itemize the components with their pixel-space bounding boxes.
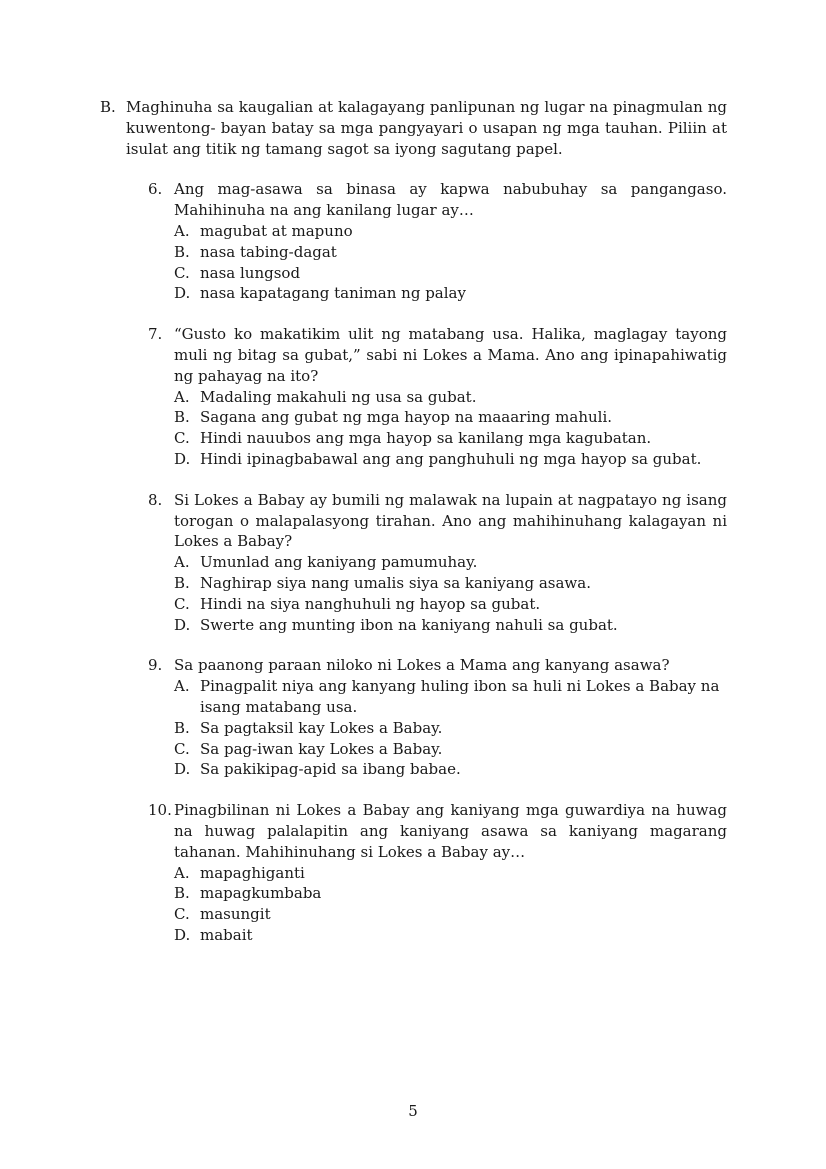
option-b: [174, 573, 727, 594]
question-number: 8.: [148, 490, 163, 509]
option-letter: A.: [174, 677, 190, 696]
question-7: [148, 324, 727, 470]
option-d: [174, 449, 727, 470]
option-letter: B.: [174, 408, 190, 427]
option-letter: C.: [174, 594, 190, 613]
option-a: [174, 863, 727, 884]
option-b: [174, 718, 727, 739]
page-number: 5: [408, 1102, 418, 1120]
option-a: [174, 552, 727, 573]
section-header: [100, 97, 727, 159]
option-letter: D.: [174, 615, 191, 634]
option-letter: C.: [174, 263, 190, 282]
option-c: [174, 739, 727, 760]
question-number: 10.: [148, 801, 172, 820]
option-letter: A.: [174, 387, 190, 406]
option-letter: C.: [174, 739, 190, 758]
option-letter: A.: [174, 863, 190, 882]
option-b: [174, 883, 727, 904]
question-list: [148, 179, 727, 945]
option-letter: B.: [174, 884, 190, 903]
question-header: [148, 179, 727, 221]
section-b: [100, 97, 727, 966]
question-text: Si Lokes a Babay ay bumili ng malawak na lupain at nagpatayo ng isang torogan o malapalasyong tirahan. Ano ang mahihinuhang kalagayan ni Lokes a Babay?: [174, 490, 727, 551]
answer-options: [174, 863, 727, 946]
option-letter: B.: [174, 242, 190, 261]
option-letter: A.: [174, 553, 190, 572]
question-8: [148, 490, 727, 636]
question-header: [148, 490, 727, 552]
option-a: [174, 221, 727, 242]
option-text: Sa pag-iwan kay Lokes a Babay.: [200, 739, 443, 758]
option-text: Hindi nauubos ang mga hayop sa kanilang mga kagubatan.: [200, 429, 652, 448]
option-text: mapaghiganti: [200, 863, 305, 882]
question-text: Sa paanong paraan niloko ni Lokes a Mama ang kanyang asawa?: [174, 656, 670, 675]
option-text: Madaling makahuli ng usa sa gubat.: [200, 387, 477, 406]
option-text: Hindi na siya nanghuhuli ng hayop sa gubat.: [200, 594, 541, 613]
question-6: [148, 179, 727, 304]
question-10: [148, 800, 727, 946]
option-a: [174, 387, 727, 408]
option-text: mabait: [200, 925, 253, 944]
option-text: Umunlad ang kaniyang pamumuhay.: [200, 553, 478, 572]
option-d: [174, 283, 727, 304]
option-letter: D.: [174, 284, 191, 303]
question-number: 9.: [148, 656, 163, 675]
option-letter: C.: [174, 429, 190, 448]
question-9: [148, 655, 727, 780]
question-header: [148, 655, 727, 676]
option-letter: D.: [174, 925, 191, 944]
question-header: [148, 324, 727, 386]
answer-options: [174, 676, 727, 780]
option-letter: C.: [174, 905, 190, 924]
option-text: nasa lungsod: [200, 263, 301, 282]
section-instruction: Maghinuha sa kaugalian at kalagayang panlipunan ng lugar na pinagmulan ng kuwentong- bayan batay sa mga pangyayari o usapan ng mga tauhan. Piliin at isulat ang titik ng tamang sagot sa iyong sagutang papel.: [126, 98, 727, 158]
question-number: 6.: [148, 180, 163, 199]
answer-options: [174, 221, 727, 304]
question-text: Pinagbilinan ni Lokes a Babay ang kaniyang mga guwardiya na huwag na huwag palalapitin ang kaniyang asawa sa kaniyang magarang tahanan. Mahihinuhang si Lokes a Babay ay…: [174, 801, 727, 861]
option-letter: D.: [174, 760, 191, 779]
option-c: [174, 263, 727, 284]
option-text: Naghirap siya nang umalis siya sa kaniyang asawa.: [200, 573, 591, 592]
question-header: [148, 800, 727, 862]
option-text: Swerte ang munting ibon na kaniyang nahuli sa gubat.: [200, 615, 618, 634]
answer-options: [174, 387, 727, 470]
option-b: [174, 407, 727, 428]
option-text: masungit: [200, 905, 271, 924]
question-text: Ang mag-asawa sa binasa ay kapwa nabubuhay sa pangangaso. Mahihinuha na ang kanilang lugar ay…: [174, 180, 727, 220]
option-d: [174, 925, 727, 946]
option-letter: A.: [174, 221, 190, 240]
option-letter: D.: [174, 449, 191, 468]
option-text: mapagkumbaba: [200, 884, 322, 903]
option-d: [174, 759, 727, 780]
section-letter: B.: [100, 98, 116, 116]
option-text: magubat at mapuno: [200, 221, 353, 240]
option-d: [174, 615, 727, 636]
option-text: Sagana ang gubat ng mga hayop na maaaring mahuli.: [200, 408, 613, 427]
option-text: Sa pagtaksil kay Lokes a Babay.: [200, 718, 443, 737]
option-a: [174, 676, 727, 718]
option-text: Hindi ipinagbabawal ang ang panghuhuli ng mga hayop sa gubat.: [200, 449, 702, 468]
option-c: [174, 904, 727, 925]
question-text: “Gusto ko makatikim ulit ng matabang usa. Halika, maglagay tayong muli ng bitag sa gubat,” sabi ni Lokes a Mama. Ano ang ipinapahiwatig ng pahayag na ito?: [174, 325, 727, 385]
option-c: [174, 428, 727, 449]
option-letter: B.: [174, 573, 190, 592]
option-letter: B.: [174, 718, 190, 737]
option-c: [174, 594, 727, 615]
question-number: 7.: [148, 325, 163, 344]
option-text: Sa pakikipag-apid sa ibang babae.: [200, 760, 461, 779]
option-b: [174, 242, 727, 263]
option-text: Pinagpalit niya ang kanyang huling ibon sa huli ni Lokes a Babay na isang matabang usa.: [200, 677, 720, 716]
answer-options: [174, 552, 727, 635]
option-text: nasa kapatagang taniman ng palay: [200, 284, 466, 303]
option-text: nasa tabing-dagat: [200, 242, 337, 261]
